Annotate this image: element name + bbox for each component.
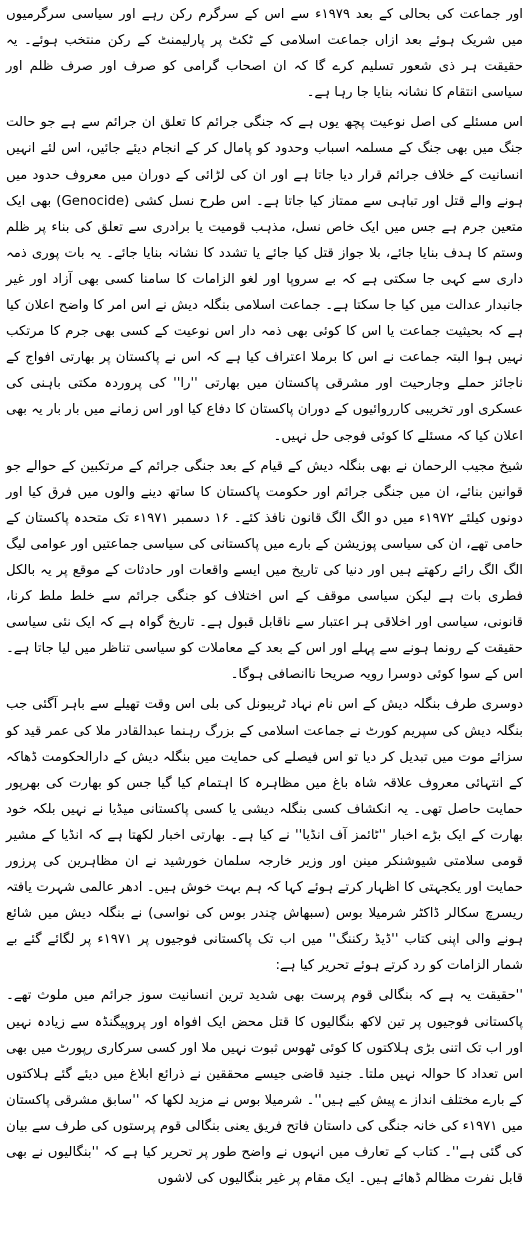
paragraph-mujib-laws: شیخ مجیب الرحمان نے بھی بنگلہ دیش کے قیام کے بعد جنگی جرائم کے مرتکبین کے حوالے جو قوانین بنائے، ان میں جنگی جرائم اور حکومت پاکستان کا ساتھ دینے والوں میں فرق کیا اور دونوں کیلئے ۱۹۷۲ء میں دو الگ الگ قانون نافذ کئے۔ ۱۶ دسمبر ۱۹۷۱ء تک متحدہ پاکستان کے حامی تھے، ان کی سیاسی پوزیشن کے بارے میں پاکستانی کی سیاسی جماعتیں اور عوامی لیگ الگ الگ رائے رکھتے ہیں اور دنیا کی تاریخ میں ایسے واقعات اور حادثات کے موقع پر یہ بالکل فطری بات ہے لیکن سیاسی موقف کے اس اختلاف کو جنگی جرائم سے خلط ملط کرنا، قانونی، سیاسی اور اخلاقی ہر اعتبار سے ناقابل قبول ہے۔ تاریخ گواہ ہے کہ ایک نئی سیاسی حقیقت کے رونما ہونے سے پہلے اور اس کے بعد کے معاملات کو سیاسی تناظر میں لیا جاتا ہے۔ اس کے سوا کوئی دوسرا رویہ صریحا ناانصافی ہوگا۔ bbox=[6, 458, 523, 683]
paragraph-bose-quote: ''حقیقت یہ ہے کہ بنگالی قوم پرست بھی شدید ترین انسانیت سوز جرائم میں ملوث تھے۔ پاکستانی فوجیوں پر تین لاکھ بنگالیوں کا قتل محض ایک افواہ اور پروپیگنڈہ سے زیادہ نہیں اور اب تک اتنی بڑی ہلاکتوں کا کوئی ٹھوس ثبوت نہیں ملا اور کسی سرکاری رپورٹ میں بھی اس تعداد کا حوالہ نہیں ملتا۔ جنید قاضی جیسے محققین نے ذرائع ابلاغ میں دیئے گئے ہلاکتوں کے بارے مختلف انداز ے پیش کیے ہیں''۔ شرمیلا بوس نے مزید لکھا کہ ''سابق مشرقی پاکستان میں ۱۹۷۱ء کی خانہ جنگی کی داستان فاتح فریق یعنی بنگالی قوم پرستوں کی طرف سے بیان کی گئی ہے''۔ کتاب کے تعارف میں انہوں نے واضح طور پر تحریر کیا ہے کہ ''بنگالیوں نے بھی قابل نفرت مظالم ڈھائے ہیں۔ ایک مقام پر غیر بنگالیوں کی لاشوں bbox=[6, 988, 523, 1187]
paragraph-war-crimes-definition: اس مسئلے کی اصل نوعیت پچھ یوں ہے کہ جنگی جرائم کا تعلق ان جرائم سے ہے جو حالت جنگ میں بھی جنگ کے مسلمہ اسباب وحدود کو پامال کر کے انجام دیئے جائیں، اس لئے انہیں انسانیت کے خلاف جرائم قرار دیا جاتا ہے اور ان کی لڑائی کے دوران میں معروف حدود میں ہونے والے قتل اور تباہی سے ممتاز کیا جاتا ہے۔ اس طرح نسل کشی (Genocide) بھی ایک متعین جرم ہے جس میں ایک خاص نسل، مذہب قومیت یا برادری سے تعلق کی بناء پر ظلم وستم کا ہدف بنایا جائے، بلا جواز قتل کیا جائے یا تشدد کا نشانہ بنایا جائے۔ یہ بات پوری ذمہ داری سے کہی جا سکتی ہے کہ بے سروپا اور لغو الزامات کا سامنا کسی بھی آزاد اور غیر جانبدار عدالت میں کیا جا سکتا ہے۔ جماعت اسلامی بنگلہ دیش نے اس امر کا واضح اعلان کیا ہے کہ بحیثیت جماعت یا اس کا کوئی بھی ذمہ دار اس نوعیت کے کسی بھی جرم کا مرتکب نہیں ہوا البتہ جماعت نے اس کا برملا اعتراف کیا ہے کہ اس نے پاکستان پر بھارتی افواج کے ناجائز حملے وجارحیت اور مشرقی پاکستان میں بھارتی ''را'' کی پروردہ مکتی باہنی کی عسکری اور تخریبی کارروائیوں کے دوران پاکستان کا دفاع کیا اور اس زمانے میں بار بار یہ بھی اعلان کیا کہ مسئلے کا کوئی فوجی حل نہیں۔ bbox=[6, 115, 523, 444]
paragraph-tribunal-shahbag: دوسری طرف بنگلہ دیش کے اس نام نہاد ٹریبونل کی بلی اس وقت تھیلے سے باہر آگئی جب بنگلہ دیش کی سپریم کورٹ نے جماعت اسلامی کے بزرگ رہنما عبدالقادر ملا کی عمر قید کو سزائے موت میں تبدیل کر دیا تو اس فیصلے کی حمایت میں بنگلہ دیش کے دارالحکومت ڈھاکہ کے انتہائی معروف علاقہ شاہ باغ میں مظاہرہ کا اہتمام کیا گیا جس کو بھارت کی بھرپور حمایت حاصل تھی۔ یہ انکشاف کسی بنگلہ دیشی یا کسی پاکستانی میڈیا نے نہیں بلکہ خود بھارت کے ایک بڑے اخبار ''ٹائمز آف انڈیا'' نے کیا ہے۔ بھارتی اخبار لکھتا ہے کہ انڈیا کے مشیر قومی سلامتی شیوشنکر مینن اور وزیر خارجہ سلمان خورشید نے ان مظاہرین کی پرزور حمایت اور یکجہتی کا اظہار کرتے ہوئے کہا کہ ہم بہت خوش ہیں۔ ادھر عالمی شہرت یافتہ ریسرچ سکالر ڈاکٹر شرمیلا بوس (سبھاش چندر بوس کی نواسی) نے بنگلہ دیش میں شائع ہونے والی اپنی کتاب ''ڈیڈ رکننگ'' میں اب تک پاکستانی فوجیوں پر ۱۹۷۱ء پر لگائے گئے بے شمار الزامات کو رد کرتے ہوئے تحریر کیا ہے: bbox=[6, 697, 523, 974]
paragraph-jamaat-restoration: اور جماعت کی بحالی کے بعد ۱۹۷۹ء سے اس کے سرگرم رکن رہے اور سیاسی سرگرمیوں میں شریک ہوئے بعد ازاں جماعت اسلامی کے ٹکٹ پر پارلیمنٹ کے رکن منتخب ہوئے۔ یہ حقیقت ہر ذی شعور تسلیم کرے گا کہ ان اصحاب گرامی کو صرف اور صرف ظلم اور سیاسی انتقام کا نشانہ بنایا جا رہا ہے۔ bbox=[6, 7, 523, 101]
